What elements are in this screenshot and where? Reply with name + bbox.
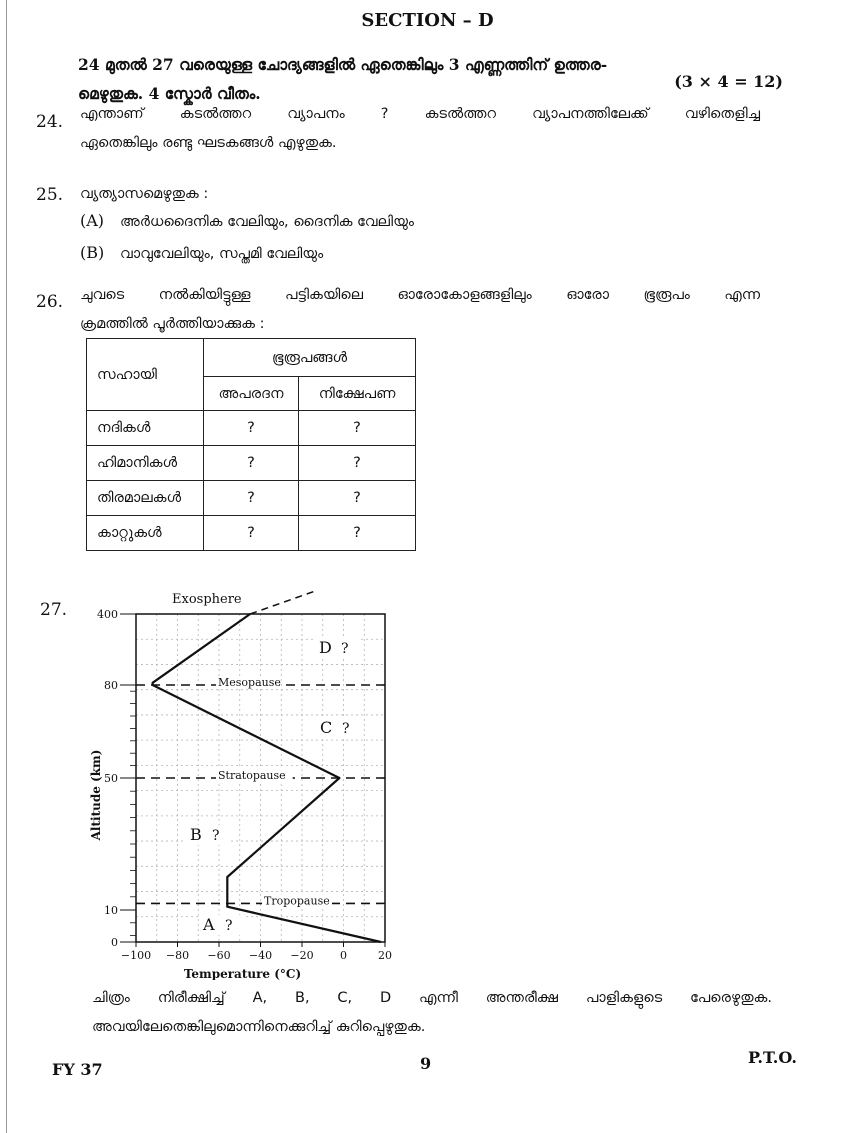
table-row bbox=[87, 516, 416, 551]
y-tick-label: 0 bbox=[111, 936, 118, 949]
atmosphere-temperature-chart bbox=[0, 580, 460, 980]
y-tick-label: 50 bbox=[104, 772, 118, 785]
table-cell-deposition: ? bbox=[299, 446, 416, 481]
landforms-table bbox=[86, 338, 416, 551]
option-a-label: (A) bbox=[80, 211, 105, 230]
x-tick-label: −80 bbox=[165, 949, 190, 962]
table-cell-erosion: ? bbox=[204, 446, 299, 481]
x-tick-label: −100 bbox=[120, 949, 152, 962]
table-cell-deposition: ? bbox=[299, 411, 416, 446]
x-tick-label: −60 bbox=[207, 949, 231, 962]
table-cell-erosion: ? bbox=[204, 516, 299, 551]
layer-question-mark: ? bbox=[212, 828, 220, 844]
layer-question-mark: ? bbox=[341, 641, 349, 657]
y-tick-label: 80 bbox=[104, 679, 118, 692]
x-tick-label: −20 bbox=[290, 949, 314, 962]
boundary-label: Stratopause bbox=[218, 769, 286, 782]
question-24 bbox=[80, 100, 760, 158]
question-26-line-2: ക്രമത്തിൽ പൂർത്തിയാക്കുക : bbox=[80, 316, 265, 332]
footer-pto: P.T.O. bbox=[748, 1048, 797, 1067]
table-row bbox=[87, 446, 416, 481]
question-27-line-1: ചിത്രം നിരീക്ഷിച്ച് A, B, C, D എന്നീ അന്തരീക്ഷ പാളികളുടെ പേരെഴുതുക. bbox=[92, 990, 772, 1006]
marks-scheme: (3 × 4 = 12) bbox=[674, 72, 783, 91]
x-axis-label: Temperature (°C) bbox=[183, 967, 302, 980]
y-axis-label: Altitude (km) bbox=[89, 749, 103, 841]
boundary-label: Tropopause bbox=[264, 894, 330, 908]
table-cell-deposition: ? bbox=[299, 516, 416, 551]
table-row bbox=[87, 411, 416, 446]
table-cell-agent: കാറ്റുകൾ bbox=[87, 516, 204, 551]
x-tick-label: 20 bbox=[378, 949, 392, 962]
question-27-line-2: അവയിലേതെങ്കിലുമൊന്നിനെക്കുറിച്ച് കുറിപ്പെഴുതുക. bbox=[92, 1019, 426, 1035]
layer-letter: C bbox=[320, 718, 333, 737]
table-cell-agent: ഹിമാനികൾ bbox=[87, 446, 204, 481]
instruction-line-2: മെഴുതുക. 4 സ്കോർ വീതം. bbox=[78, 84, 261, 103]
layer-question-mark: ? bbox=[225, 918, 233, 934]
question-25-text: വ്യത്യാസമെഴുതുക : bbox=[80, 186, 209, 202]
table-cell-agent: നദികൾ bbox=[87, 411, 204, 446]
table-cell-erosion: ? bbox=[204, 411, 299, 446]
question-26 bbox=[80, 281, 760, 339]
boundary-label: Mesopause bbox=[218, 676, 281, 689]
table-cell-agent: തിരമാലകൾ bbox=[87, 481, 204, 516]
option-b-label: (B) bbox=[80, 243, 105, 262]
question-25-option-b bbox=[80, 243, 323, 262]
layer-letter: A bbox=[203, 915, 215, 934]
table-header-erosion: അപരദന bbox=[204, 377, 299, 411]
question-25-number: 25. bbox=[36, 185, 64, 205]
option-a-text: അർധദൈനിക വേലിയും, ദൈനിക വേലിയും bbox=[120, 214, 414, 230]
x-tick-label: 0 bbox=[340, 949, 347, 962]
footer-code: FY 37 bbox=[52, 1060, 103, 1079]
footer-page-number: 9 bbox=[420, 1054, 432, 1073]
table-row bbox=[87, 481, 416, 516]
layer-question-mark: ? bbox=[342, 721, 350, 737]
section-heading: SECTION – D bbox=[361, 10, 494, 31]
question-24-line-2: ഏതെങ്കിലും രണ്ടു ഘടകങ്ങൾ എഴുതുക. bbox=[80, 135, 337, 151]
question-24-number: 24. bbox=[36, 112, 64, 132]
question-27-number: 27. bbox=[40, 600, 68, 620]
question-24-line-1: എന്താണ് കടൽത്തറ വ്യാപനം ? കടൽത്തറ വ്യാപനത്തിലേക്ക് വഴിതെളിച്ച bbox=[80, 106, 760, 122]
axis-ticks bbox=[97, 608, 392, 962]
table-header-deposition: നിക്ഷേപണ bbox=[299, 377, 416, 411]
question-26-number: 26. bbox=[36, 292, 64, 312]
y-tick-label: 10 bbox=[104, 904, 118, 917]
layer-letter: D bbox=[319, 638, 332, 657]
table-cell-deposition: ? bbox=[299, 481, 416, 516]
option-b-text: വാവുവേലിയും, സപ്തമി വേലിയും bbox=[120, 246, 324, 262]
table-header-landforms: ഭൂരൂപങ്ങൾ bbox=[204, 339, 416, 377]
y-tick-label: 400 bbox=[97, 608, 118, 621]
question-25-option-a bbox=[80, 211, 414, 230]
exosphere-extension-line bbox=[250, 590, 318, 614]
x-tick-label: −40 bbox=[248, 949, 273, 962]
question-26-line-1: ചുവടെ നൽകിയിട്ടുള്ള പട്ടികയിലെ ഓരോകോളങ്ങളിലും ഓരോ ഭൂരൂപം എന്ന bbox=[80, 287, 760, 303]
table-cell-erosion: ? bbox=[204, 481, 299, 516]
layer-letter: B bbox=[190, 825, 202, 844]
question-27 bbox=[92, 984, 772, 1042]
instruction-line-1: 24 മുതൽ 27 വരെയുള്ള ചോദ്യങ്ങളിൽ ഏതെങ്കിലും 3 എണ്ണത്തിന് ഉത്തര- bbox=[78, 55, 608, 74]
exosphere-label: Exosphere bbox=[172, 592, 242, 607]
table-header-agent: സഹായി bbox=[87, 339, 204, 411]
